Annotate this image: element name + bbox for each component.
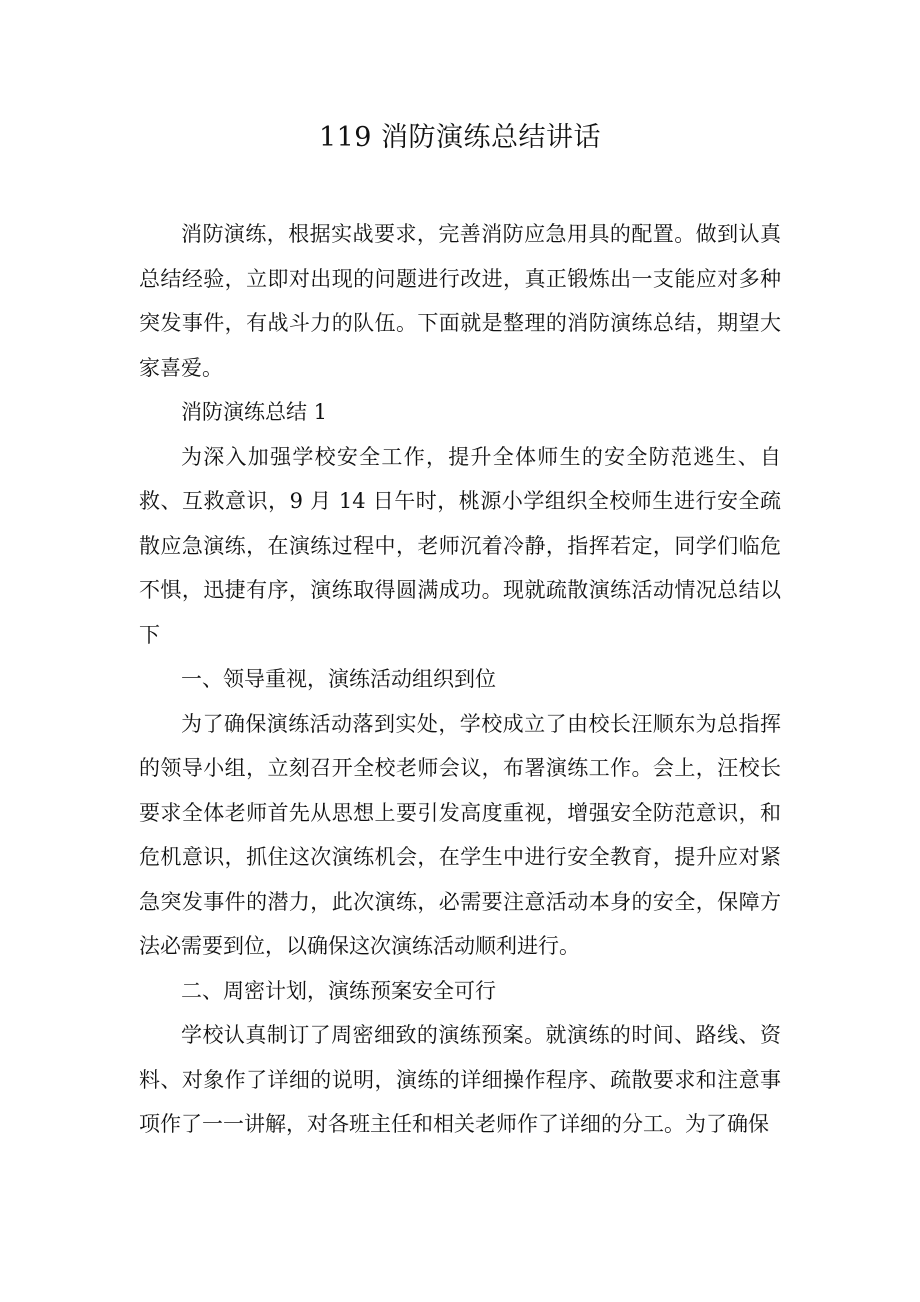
document-body bbox=[139, 212, 781, 1147]
section-heading-summary-1: 消防演练总结 1 bbox=[181, 400, 328, 424]
section-heading-leadership: 一、领导重视，演练活动组织到位 bbox=[181, 667, 496, 691]
document-title: 119 消防演练总结讲话 bbox=[318, 122, 602, 153]
body-paragraph: 学校认真制订了周密细致的演练预案。就演练的时间、路线、资料、对象作了详细的说明，演练的详细操作程序、疏散要求和注意事项作了一一讲解，对各班主任和相关老师作了详细的分工。为了确保 bbox=[139, 1023, 781, 1136]
body-paragraph: 为深入加强学校安全工作，提升全体师生的安全防范逃生、自救、互救意识，9 月 14 日午时，桃源小学组织全校师生进行安全疏散应急演练，在演练过程中，老师沉着冷静，指挥若定，同学们临危不惧，迅捷有序，演练取得圆满成功。现就疏散演练活动情况总结以下 bbox=[139, 444, 781, 647]
section-heading-planning: 二、周密计划，演练预案安全可行 bbox=[181, 978, 496, 1003]
body-paragraph: 为了确保演练活动落到实处，学校成立了由校长汪顺东为总指挥的领导小组，立刻召开全校老师会议，布署演练工作。会上，汪校长要求全体老师首先从思想上要引发高度重视，增强安全防范意识，和危机意识，抓住这次演练机会，在学生中进行安全教育，提升应对紧急突发事件的潜力，此次演练，必需要注意活动本身的安全，保障方法必需要到位，以确保这次演练活动顺利进行。 bbox=[139, 711, 781, 958]
intro-paragraph: 消防演练，根据实战要求，完善消防应急用具的配置。做到认真总结经验，立即对出现的问题进行改进，真正锻炼出一支能应对多种突发事件，有战斗力的队伍。下面就是整理的消防演练总结，期望大家喜爱。 bbox=[139, 222, 781, 380]
